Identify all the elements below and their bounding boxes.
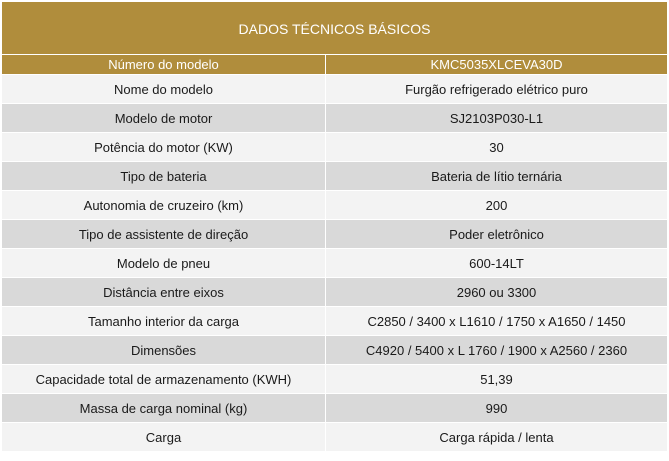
row-value: C2850 / 3400 x L1610 / 1750 x A1650 / 1450 [326, 307, 668, 336]
row-label: Massa de carga nominal (kg) [2, 394, 326, 423]
table-row [2, 104, 668, 133]
row-label: Tipo de assistente de direção [2, 220, 326, 249]
table-row [2, 307, 668, 336]
table-row [2, 220, 668, 249]
row-label: Potência do motor (KW) [2, 133, 326, 162]
row-value: Poder eletrônico [326, 220, 668, 249]
row-value: SJ2103P030-L1 [326, 104, 668, 133]
row-value: Bateria de lítio ternária [326, 162, 668, 191]
row-label: Carga [2, 423, 326, 452]
table-row [2, 162, 668, 191]
row-value: 2960 ou 3300 [326, 278, 668, 307]
table-row [2, 336, 668, 365]
table-row [2, 191, 668, 220]
row-label: Nome do modelo [2, 75, 326, 104]
row-value: 200 [326, 191, 668, 220]
row-label: Capacidade total de armazenamento (KWH) [2, 365, 326, 394]
row-label: Tamanho interior da carga [2, 307, 326, 336]
row-value: Carga rápida / lenta [326, 423, 668, 452]
table-row [2, 133, 668, 162]
header-value: KMC5035XLCEVA30D [326, 55, 668, 75]
table-row [2, 75, 668, 104]
row-label: Tipo de bateria [2, 162, 326, 191]
table-row [2, 423, 668, 452]
row-label: Dimensões [2, 336, 326, 365]
row-label: Modelo de motor [2, 104, 326, 133]
table-title-row [2, 2, 668, 55]
table-row [2, 365, 668, 394]
table-row [2, 394, 668, 423]
row-value: C4920 / 5400 x L 1760 / 1900 x A2560 / 2360 [326, 336, 668, 365]
spec-table [1, 1, 668, 452]
table-title: DADOS TÉCNICOS BÁSICOS [2, 2, 668, 55]
row-label: Modelo de pneu [2, 249, 326, 278]
table-row [2, 249, 668, 278]
row-value: 51,39 [326, 365, 668, 394]
row-label: Autonomia de cruzeiro (km) [2, 191, 326, 220]
table-header-row [2, 55, 668, 75]
row-value: 600-14LT [326, 249, 668, 278]
row-label: Distância entre eixos [2, 278, 326, 307]
row-value: 990 [326, 394, 668, 423]
table-row [2, 278, 668, 307]
row-value: Furgão refrigerado elétrico puro [326, 75, 668, 104]
header-label: Número do modelo [2, 55, 326, 75]
row-value: 30 [326, 133, 668, 162]
